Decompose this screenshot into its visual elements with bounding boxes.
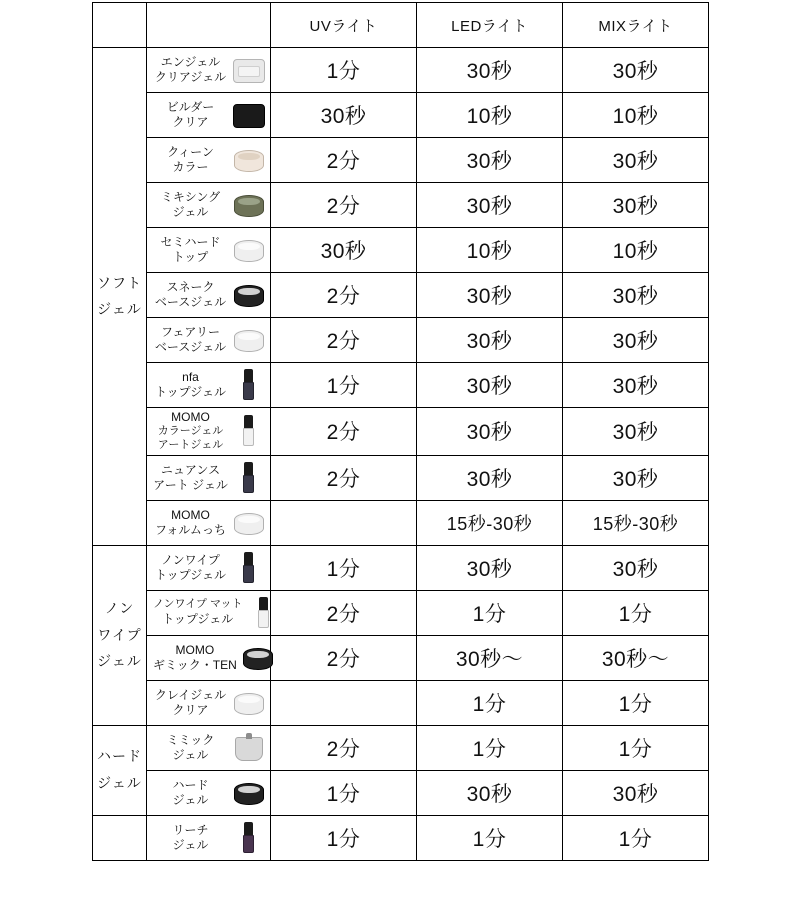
uv-time: 2分: [271, 635, 417, 680]
mix-time: 30秒〜: [563, 635, 709, 680]
uv-time: 2分: [271, 183, 417, 228]
uv-time: 1分: [271, 770, 417, 815]
header-product-blank: [147, 3, 271, 48]
product-cell: [147, 228, 271, 273]
mix-time: 1分: [563, 680, 709, 725]
product-name-line: ミキシング: [160, 190, 221, 204]
product-name-line: カラー: [172, 160, 209, 174]
uv-time: 30秒: [271, 93, 417, 138]
product-name-line: ベースジェル: [154, 340, 227, 354]
product-name-line: リーチ: [172, 822, 209, 837]
mix-time: 1分: [563, 725, 709, 770]
uv-time: 30秒: [271, 228, 417, 273]
product-cell: [147, 545, 271, 590]
product-cell: [147, 590, 271, 635]
category-soft-gel: [93, 48, 147, 546]
product-cell: [147, 318, 271, 363]
uv-time: 1分: [271, 48, 417, 93]
category-label-line: ハード: [97, 748, 142, 765]
product-name-line: ミミック: [166, 732, 215, 747]
led-time: 30秒: [417, 138, 563, 183]
table-row: [93, 228, 709, 273]
category-label-line: ワイプ: [97, 626, 142, 643]
product-name-line: クリア: [172, 702, 209, 717]
product-thumbnail-bottle-dark-icon: [230, 461, 266, 495]
category-non-wipe-gel: [93, 545, 147, 725]
mix-time: 30秒: [563, 770, 709, 815]
table-row: [93, 363, 709, 408]
mix-time: 30秒: [563, 273, 709, 318]
product-name-line: セミハード: [160, 235, 221, 249]
uv-time: 1分: [271, 815, 417, 860]
product-thumbnail-pot-black-icon: [230, 278, 266, 312]
uv-time: 2分: [271, 138, 417, 183]
product-name-line: nfa: [182, 370, 199, 384]
uv-time: 2分: [271, 408, 417, 456]
table-row: [93, 545, 709, 590]
led-time: 1分: [417, 590, 563, 635]
led-time: 30秒: [417, 273, 563, 318]
product-cell: [147, 770, 271, 815]
header-mix-light: MIXライト: [563, 3, 709, 48]
product-name-line: アートジェル: [157, 438, 224, 451]
product-name-line: トップジェル: [155, 385, 226, 399]
product-cell: [147, 48, 271, 93]
table-row: [93, 273, 709, 318]
uv-time: 1分: [271, 363, 417, 408]
led-time: 30秒: [417, 363, 563, 408]
mix-time: 30秒: [563, 318, 709, 363]
table-row: [93, 183, 709, 228]
led-time: 1分: [417, 725, 563, 770]
product-name-line: クレイジェル: [154, 687, 227, 702]
uv-time: 2分: [271, 725, 417, 770]
led-time: 1分: [417, 680, 563, 725]
mix-time: 30秒: [563, 363, 709, 408]
uv-time: 1分: [271, 545, 417, 590]
product-name-line: ジェル: [172, 747, 209, 762]
uv-time: [271, 500, 417, 545]
header-led-light: LEDライト: [417, 3, 563, 48]
product-name-line: アート ジェル: [153, 477, 228, 492]
product-name-line: ノンワイプ マット: [153, 598, 243, 611]
header-category-blank: [93, 3, 147, 48]
product-name-line: MOMO: [171, 410, 210, 424]
product-name-line: ニュアンス: [160, 462, 221, 477]
product-thumbnail-pot-white-icon: [230, 233, 266, 267]
table-row: [93, 635, 709, 680]
product-name-line: トップジェル: [162, 611, 234, 626]
product-cell: [147, 680, 271, 725]
product-name-line: クリアジェル: [154, 70, 227, 84]
product-cell: [147, 725, 271, 770]
led-time: 30秒: [417, 408, 563, 456]
header-uv-light: UVライト: [271, 3, 417, 48]
table-row: [93, 318, 709, 363]
gel-curing-time-table: [92, 2, 709, 861]
table-header-row: [93, 3, 709, 48]
product-name-line: ビルダー: [166, 100, 215, 114]
product-name-line: ベースジェル: [154, 295, 227, 309]
led-time: 30秒: [417, 183, 563, 228]
mix-time: 1分: [563, 815, 709, 860]
table-row: [93, 48, 709, 93]
product-thumbnail-bottle-light-icon: [230, 414, 266, 448]
mix-time: 10秒: [563, 93, 709, 138]
product-cell: [147, 500, 271, 545]
product-name-line: フォルムっち: [154, 522, 227, 537]
product-name-line: クィーン: [167, 145, 214, 159]
category-label-line: ジェル: [97, 775, 142, 791]
product-thumbnail-pot-khaki-icon: [230, 188, 266, 222]
product-thumbnail-bottle-dark-icon: [230, 551, 266, 585]
product-name-line: トップ: [172, 250, 209, 264]
led-time: 30秒: [417, 545, 563, 590]
table-row: [93, 590, 709, 635]
product-name-line: ジェル: [172, 837, 209, 852]
mix-time: 30秒: [563, 183, 709, 228]
uv-time: 2分: [271, 273, 417, 318]
product-name-line: ハード: [172, 777, 209, 792]
product-name-line: クリア: [172, 115, 209, 129]
product-name-line: エンジェル: [160, 55, 221, 69]
gel-curing-time-sheet: [0, 2, 800, 902]
product-cell: [147, 635, 271, 680]
product-cell: [147, 455, 271, 500]
product-thumbnail-pot-cream-icon: [230, 143, 266, 177]
product-cell: [147, 408, 271, 456]
category-hard-gel: [93, 725, 147, 815]
product-thumbnail-bottle-purple-icon: [230, 821, 266, 855]
product-thumbnail-pot-white-icon: [230, 686, 266, 720]
product-thumbnail-pot-black-icon: [230, 776, 266, 810]
product-thumbnail-pot-white-icon: [230, 323, 266, 357]
uv-time: 2分: [271, 318, 417, 363]
table-row: [93, 500, 709, 545]
product-cell: [147, 138, 271, 183]
led-time: 1分: [417, 815, 563, 860]
mix-time: 30秒: [563, 48, 709, 93]
category-label-line: ジェル: [97, 301, 142, 318]
led-time: 10秒: [417, 93, 563, 138]
product-name-line: ギミック・TEN: [153, 657, 237, 672]
product-thumbnail-jar-white-icon: [230, 53, 266, 87]
mix-time: 30秒: [563, 408, 709, 456]
product-cell: [147, 815, 271, 860]
product-name-line: ジェル: [172, 205, 209, 219]
table-row: [93, 725, 709, 770]
product-name-line: MOMO: [175, 642, 215, 657]
led-time: 10秒: [417, 228, 563, 273]
product-thumbnail-tube-grey-icon: [230, 731, 266, 765]
led-time: 15秒-30秒: [417, 500, 563, 545]
led-time: 30秒: [417, 770, 563, 815]
mix-time: 15秒-30秒: [563, 500, 709, 545]
product-name-line: カラージェル: [157, 425, 224, 437]
product-name-line: ジェル: [172, 792, 209, 807]
uv-time: [271, 680, 417, 725]
product-cell: [147, 183, 271, 228]
category-label-line: ソフト: [97, 274, 142, 291]
mix-time: 10秒: [563, 228, 709, 273]
mix-time: 30秒: [563, 545, 709, 590]
mix-time: 30秒: [563, 455, 709, 500]
product-cell: [147, 93, 271, 138]
mix-time: 1分: [563, 590, 709, 635]
category-label-line: ジェル: [97, 653, 142, 670]
product-thumbnail-bottle-dark-icon: [230, 368, 266, 402]
table-row: [93, 93, 709, 138]
mix-time: 30秒: [563, 138, 709, 183]
product-name-line: トップジェル: [155, 567, 226, 582]
product-thumbnail-pot-white-icon: [230, 506, 266, 540]
led-time: 30秒: [417, 318, 563, 363]
table-row: [93, 815, 709, 860]
table-row: [93, 408, 709, 456]
product-thumbnail-pot-black-icon: [239, 641, 275, 675]
product-thumbnail-jar-black-icon: [230, 98, 266, 132]
uv-time: 2分: [271, 455, 417, 500]
product-name-line: MOMO: [171, 507, 210, 522]
table-row: [93, 455, 709, 500]
product-name-line: フェアリー: [161, 325, 220, 339]
product-cell: [147, 273, 271, 318]
table-row: [93, 138, 709, 183]
uv-time: 2分: [271, 590, 417, 635]
product-name-line: ノンワイプ: [161, 552, 220, 567]
category-blank: [93, 815, 147, 860]
led-time: 30秒〜: [417, 635, 563, 680]
led-time: 30秒: [417, 455, 563, 500]
table-row: [93, 680, 709, 725]
led-time: 30秒: [417, 48, 563, 93]
product-cell: [147, 363, 271, 408]
category-label-line: ノン: [104, 600, 135, 617]
product-thumbnail-bottle-light-icon: [245, 596, 281, 630]
table-row: [93, 770, 709, 815]
product-name-line: スネーク: [166, 280, 215, 294]
